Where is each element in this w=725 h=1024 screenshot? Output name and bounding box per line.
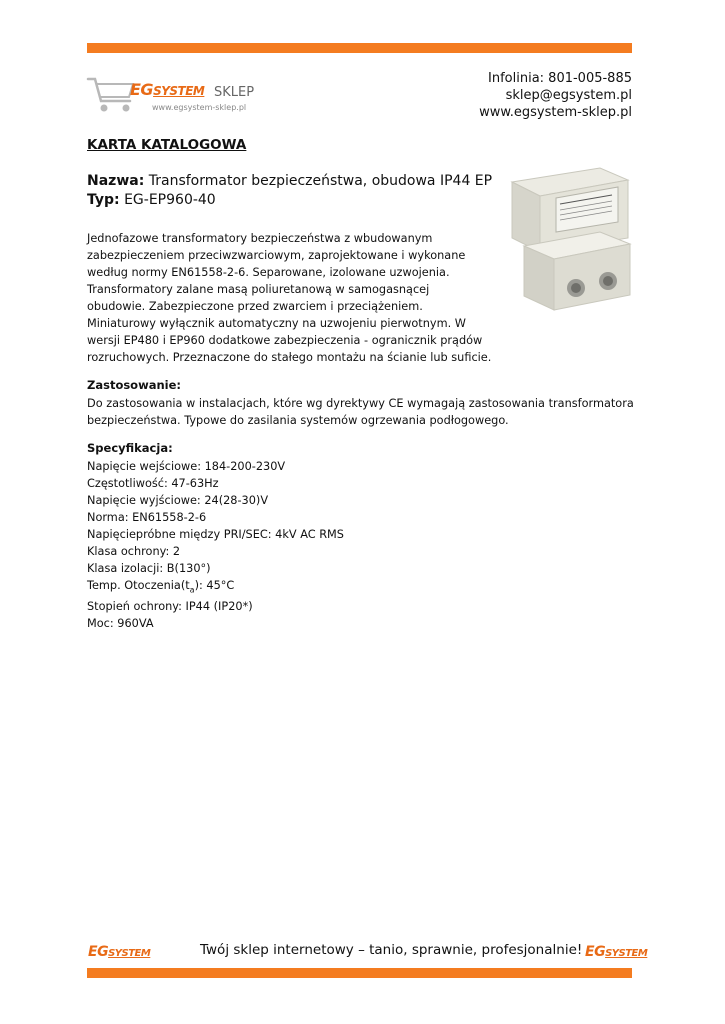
spec-item: Moc: 960VA — [87, 617, 154, 631]
description-line: Jednofazowe transformatory bezpieczeństwa z wbudowanym — [87, 232, 433, 245]
spec-item: Napięcie wejściowe: 184-200-230V — [87, 460, 286, 473]
description-line: Miniaturowy wyłącznik automatyczny na uzwojeniu pierwotnym. W — [87, 317, 466, 330]
spec-item-temperature: Temp. $Otoczenia(t_a)$: 45°C — [87, 579, 235, 595]
name-value: Transformator bezpieczeństwa, obudowa IP44 EP — [144, 173, 493, 189]
email-link[interactable]: sklep@egsystem.pl — [505, 88, 632, 103]
description-line: według normy EN61558-2-6. Separowane, izolowane uzwojenia. — [87, 266, 450, 279]
description-line: obudowie. Zabezpieczone przed zwarciem i przeciążeniem. — [87, 300, 423, 313]
egsystem-sklep-logo[interactable] — [86, 73, 261, 115]
footer-logo-right: EGSYSTEM — [585, 944, 648, 960]
contact-block — [479, 70, 632, 121]
name-label: Nazwa: — [87, 173, 145, 189]
logo-brand: EGSYSTEM — [130, 80, 205, 99]
product-type — [87, 192, 216, 208]
spec-item: Klasa izolacji: B(130°) — [87, 562, 211, 575]
footer-logo-left: EGSYSTEM — [88, 944, 151, 960]
description-line: zabezpieczeniem przeciwzwarciowym, zaprojektowane i wykonane — [87, 249, 466, 262]
description-line: wersji EP480 i EP960 dodatkowe zabezpieczenia - ogranicznik prądów — [87, 334, 483, 347]
bottom-accent-bar — [87, 968, 632, 978]
description-line: rozruchowych. Przeznaczone do stałego montażu na ścianie lub suficie. — [87, 351, 492, 364]
spec-item: Częstotliwość: 47-63Hz — [87, 477, 219, 490]
spec-item: Stopień ochrony: IP44 (IP20*) — [87, 600, 253, 614]
top-accent-bar — [87, 43, 632, 53]
hotline: Infolinia: 801-005-885 — [488, 71, 632, 86]
logo-shop-label: SKLEP — [214, 85, 255, 100]
cart-icon — [86, 73, 136, 115]
spec-item: Napięciepróbne między PRI/SEC: 4kV AC RMS — [87, 528, 344, 541]
specification-list — [87, 458, 344, 632]
footer-slogan: Twój sklep internetowy – tanio, sprawnie, profesjonalnie! — [200, 942, 583, 958]
product-name — [87, 173, 492, 189]
description-line: Transformatory zalane masą poliuretanową w samogasnącej — [87, 283, 430, 296]
spec-item: Napięcie wyjściowe: 24(28-30)V — [87, 494, 269, 507]
spec-item: Klasa ochrony: 2 — [87, 545, 181, 558]
application-text — [87, 395, 634, 429]
specification-title: Specyfikacja: — [87, 441, 173, 455]
product-description — [87, 230, 492, 366]
type-value: EG-EP960-40 — [119, 192, 216, 208]
logo-url: www.egsystem-sklep.pl — [152, 103, 247, 112]
application-title: Zastosowanie: — [87, 378, 181, 392]
page-title: KARTA KATALOGOWA — [87, 137, 247, 153]
type-label: Typ: — [87, 192, 120, 208]
website-link[interactable]: www.egsystem-sklep.pl — [479, 105, 632, 120]
spec-item: Norma: EN61558-2-6 — [87, 511, 207, 524]
transformer-image — [500, 160, 635, 318]
application-line: bezpieczeństwa. Typowe do zasilania systemów ogrzewania podłogowego. — [87, 414, 509, 427]
application-line: Do zastosowania w instalacjach, które wg dyrektywy CE wymagają zastosowania transformatora — [87, 397, 634, 410]
